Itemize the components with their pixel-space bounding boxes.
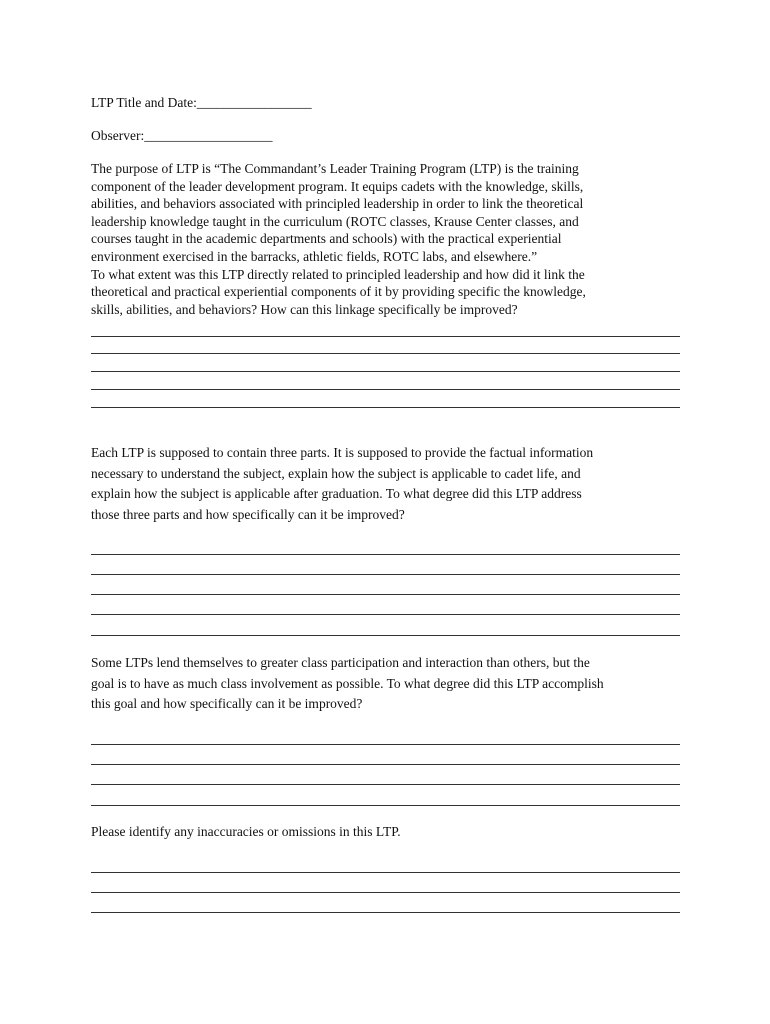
purpose-line: theoretical and practical experiential components of it by providing specific the knowledge, (91, 284, 586, 300)
answer-line-three-parts[interactable] (91, 554, 680, 555)
purpose-line: skills, abilities, and behaviors? How can this linkage specifically be improved? (91, 301, 518, 317)
answer-line-purpose[interactable] (91, 371, 680, 372)
participation-line: goal is to have as much class involvement as possible. To what degree did this LTP accomplish (91, 675, 604, 691)
three-parts-line: Each LTP is supposed to contain three parts. It is supposed to provide the factual information (91, 445, 594, 460)
answer-line-three-parts[interactable] (91, 635, 680, 636)
answer-line-purpose[interactable] (91, 407, 680, 408)
answer-line-participation[interactable] (91, 744, 680, 745)
participation-line: this goal and how specifically can it be improved? (91, 696, 363, 711)
answer-line-three-parts[interactable] (91, 574, 680, 575)
purpose-question (91, 160, 691, 318)
inaccuracies-question (91, 822, 691, 843)
answer-line-purpose[interactable] (91, 336, 680, 337)
purpose-line: courses taught in the academic departments and schools) with the practical experiential (91, 231, 562, 247)
purpose-line: The purpose of LTP is “The Commandant’s Leader Training Program (LTP) is the training (91, 161, 579, 176)
participation-question (91, 653, 691, 715)
purpose-line: leadership knowledge taught in the curriculum (ROTC classes, Krause Center classes, and (91, 213, 579, 229)
ltp-title-date-field[interactable]: LTP Title and Date:_________________ (91, 95, 312, 110)
answer-line-inaccuracies[interactable] (91, 912, 680, 913)
inaccuracies-line: Please identify any inaccuracies or omissions in this LTP. (91, 824, 401, 839)
answer-line-purpose[interactable] (91, 389, 680, 390)
answer-line-participation[interactable] (91, 784, 680, 785)
purpose-line: abilities, and behaviors associated with principled leadership in order to link the theoretical (91, 196, 584, 212)
answer-line-inaccuracies[interactable] (91, 892, 680, 893)
three-parts-question (91, 443, 691, 525)
purpose-line: To what extent was this LTP directly related to principled leadership and how did it link the (91, 266, 585, 282)
three-parts-line: necessary to understand the subject, explain how the subject is applicable to cadet life, and (91, 465, 581, 481)
three-parts-line: explain how the subject is applicable after graduation. To what degree did this LTP address (91, 486, 582, 501)
answer-line-inaccuracies[interactable] (91, 872, 680, 873)
answer-line-purpose[interactable] (91, 353, 680, 354)
answer-line-participation[interactable] (91, 764, 680, 765)
answer-line-participation[interactable] (91, 805, 680, 806)
answer-line-three-parts[interactable] (91, 614, 680, 615)
purpose-line: environment exercised in the barracks, athletic fields, ROTC labs, and elsewhere.” (91, 248, 538, 264)
participation-line: Some LTPs lend themselves to greater class participation and interaction than others, but the (91, 655, 590, 670)
three-parts-line: those three parts and how specifically can it be improved? (91, 506, 405, 522)
observer-field[interactable]: Observer:___________________ (91, 128, 273, 143)
answer-line-three-parts[interactable] (91, 594, 680, 595)
purpose-line: component of the leader development program. It equips cadets with the knowledge, skills, (91, 178, 584, 194)
